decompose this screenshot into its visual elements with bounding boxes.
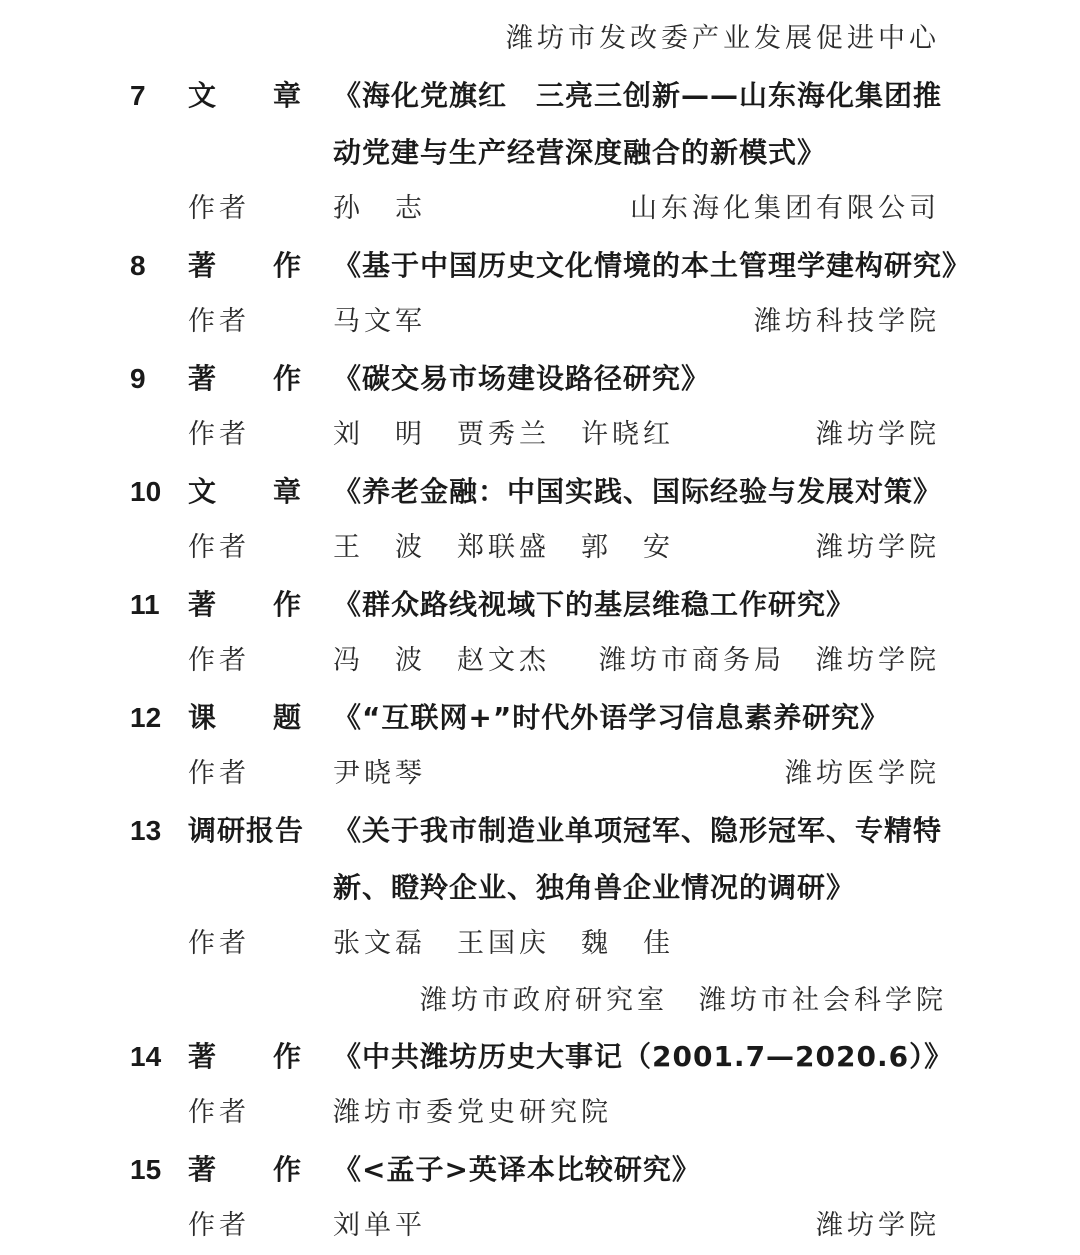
entry-authors: 潍坊市委党史研究院 xyxy=(333,1097,612,1128)
entry-type: 著 作 xyxy=(188,1153,303,1186)
entry-title: 《<孟子>英译本比较研究》 xyxy=(333,1153,701,1186)
entry-org: 山东海化集团有限公司 xyxy=(630,193,940,224)
entry-authors: 孙 志 xyxy=(333,193,426,224)
continued-org: 潍坊市发改委产业发展促进中心 xyxy=(506,23,940,54)
entry-authors: 刘 明 贾秀兰 许晓红 xyxy=(333,419,674,450)
entry-title-cont: 新、瞪羚企业、独角兽企业情况的调研》 xyxy=(333,871,856,904)
entry-number: 13 xyxy=(130,815,162,846)
entry-org: 潍坊医学院 xyxy=(785,758,940,789)
entry-authors: 刘单平 xyxy=(333,1210,426,1241)
entry-number: 9 xyxy=(130,363,146,394)
entry-title: 《关于我市制造业单项冠军、隐形冠军、专精特 xyxy=(333,814,943,847)
entry-title: 《群众路线视域下的基层维稳工作研究》 xyxy=(333,588,856,621)
entry-authors: 王 波 郑联盛 郭 安 xyxy=(333,532,674,563)
entry-authors: 尹晓琴 xyxy=(333,758,426,789)
author-label: 作者 xyxy=(188,758,250,789)
entry-number: 15 xyxy=(130,1154,162,1185)
author-label: 作者 xyxy=(188,1097,250,1128)
entry-type: 著 作 xyxy=(188,588,303,621)
entry-authors: 冯 波 赵文杰 xyxy=(333,645,550,676)
entry-title: 《基于中国历史文化情境的本土管理学建构研究》 xyxy=(333,249,972,282)
entry-type: 调研报告 xyxy=(188,814,305,847)
entry-type: 著 作 xyxy=(188,362,303,395)
entry-title: 《“互联网+”时代外语学习信息素养研究》 xyxy=(333,701,890,734)
entry-number: 14 xyxy=(130,1041,162,1072)
entry-org: 潍坊学院 xyxy=(816,532,940,563)
entry-org: 潍坊科技学院 xyxy=(754,306,940,337)
author-label: 作者 xyxy=(188,419,250,450)
entry-type: 著 作 xyxy=(188,1040,303,1073)
entry-type: 课 题 xyxy=(188,701,303,734)
entry-title-cont: 动党建与生产经营深度融合的新模式》 xyxy=(333,136,827,169)
entry-number: 11 xyxy=(130,589,160,620)
entry-org: 潍坊市商务局 潍坊学院 xyxy=(599,645,940,676)
entry-title: 《中共潍坊历史大事记（2001.7—2020.6）》 xyxy=(333,1040,954,1073)
author-label: 作者 xyxy=(188,645,250,676)
entry-org: 潍坊学院 xyxy=(816,419,940,450)
entry-number: 10 xyxy=(130,476,162,507)
entry-title: 《碳交易市场建设路径研究》 xyxy=(333,362,711,395)
entry-title: 《养老金融：中国实践、国际经验与发展对策》 xyxy=(333,475,943,508)
entry-type: 文 章 xyxy=(188,79,303,112)
entry-type: 文 章 xyxy=(188,475,303,508)
author-label: 作者 xyxy=(188,1210,250,1241)
author-label: 作者 xyxy=(188,532,250,563)
entry-org: 潍坊市政府研究室 潍坊市社会科学院 xyxy=(420,985,947,1016)
entry-authors: 马文军 xyxy=(333,306,426,337)
entry-number: 12 xyxy=(130,702,162,733)
entry-type: 著 作 xyxy=(188,249,303,282)
entry-authors: 张文磊 王国庆 魏 佳 xyxy=(333,928,674,959)
entry-number: 8 xyxy=(130,250,146,281)
author-label: 作者 xyxy=(188,928,250,959)
author-label: 作者 xyxy=(188,306,250,337)
entry-title: 《海化党旗红 三亮三创新——山东海化集团推 xyxy=(333,79,943,112)
entry-number: 7 xyxy=(130,80,146,111)
entry-org: 潍坊学院 xyxy=(816,1210,940,1241)
author-label: 作者 xyxy=(188,193,250,224)
